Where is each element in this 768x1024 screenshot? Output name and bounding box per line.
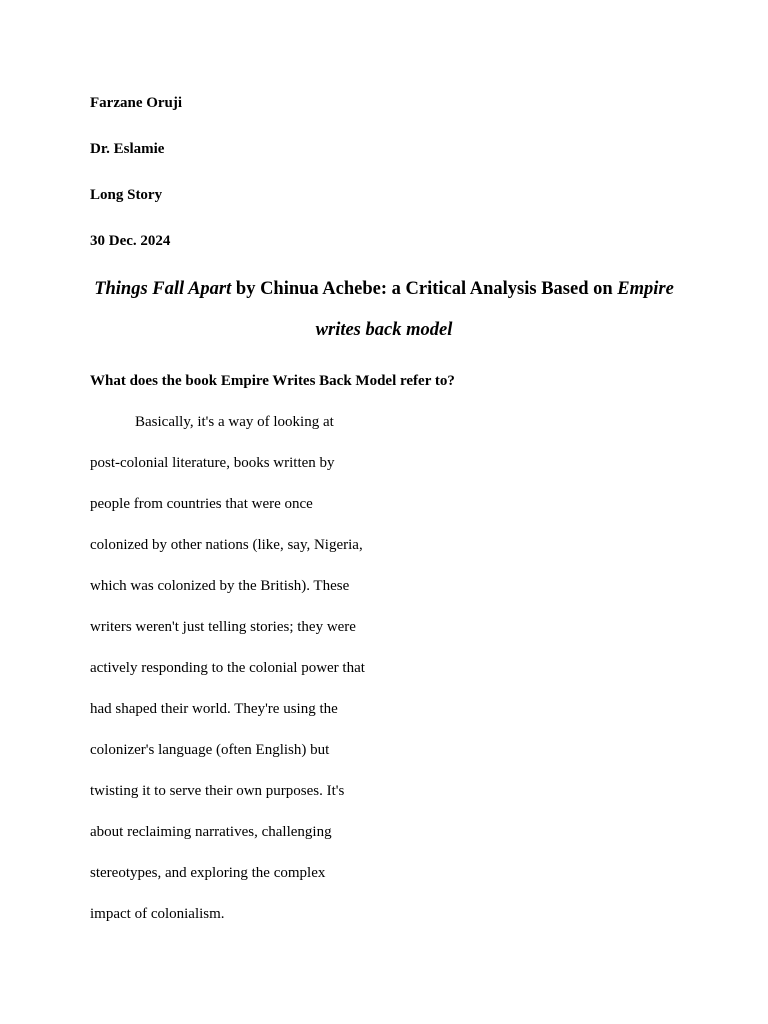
instructor-name: Dr. Eslamie bbox=[90, 141, 165, 157]
paragraph-line: people from countries that were once bbox=[90, 496, 313, 512]
document-title-line-2 bbox=[0, 319, 768, 341]
title-connector: by Chinua Achebe: a Critical Analysis Based on bbox=[231, 279, 618, 299]
paragraph-line: writers weren't just telling stories; they were bbox=[90, 619, 356, 635]
section-heading: What does the book Empire Writes Back Model refer to? bbox=[90, 373, 455, 389]
paragraph-line: had shaped their world. They're using the bbox=[90, 701, 338, 717]
document-title-line-1 bbox=[0, 278, 768, 300]
title-model-name: Empire bbox=[617, 279, 674, 299]
paragraph-line: colonized by other nations (like, say, Nigeria, bbox=[90, 537, 363, 553]
paragraph-line: twisting it to serve their own purposes. It's bbox=[90, 783, 345, 799]
paragraph-line: colonizer's language (often English) but bbox=[90, 742, 330, 758]
document-date: 30 Dec. 2024 bbox=[90, 233, 171, 249]
paragraph-line: post-colonial literature, books written by bbox=[90, 455, 335, 471]
paragraph-line: actively responding to the colonial power that bbox=[90, 660, 365, 676]
author-name: Farzane Oruji bbox=[90, 95, 183, 111]
title-book-name: Things Fall Apart bbox=[94, 279, 232, 299]
paragraph-line: which was colonized by the British). These bbox=[90, 578, 350, 594]
paragraph-line: about reclaiming narratives, challenging bbox=[90, 824, 332, 840]
paragraph-line: impact of colonialism. bbox=[90, 906, 225, 922]
title-model-continuation: writes back model bbox=[315, 320, 453, 340]
paragraph-line: Basically, it's a way of looking at bbox=[135, 414, 334, 430]
paragraph-line: stereotypes, and exploring the complex bbox=[90, 865, 326, 881]
course-name: Long Story bbox=[90, 187, 163, 203]
